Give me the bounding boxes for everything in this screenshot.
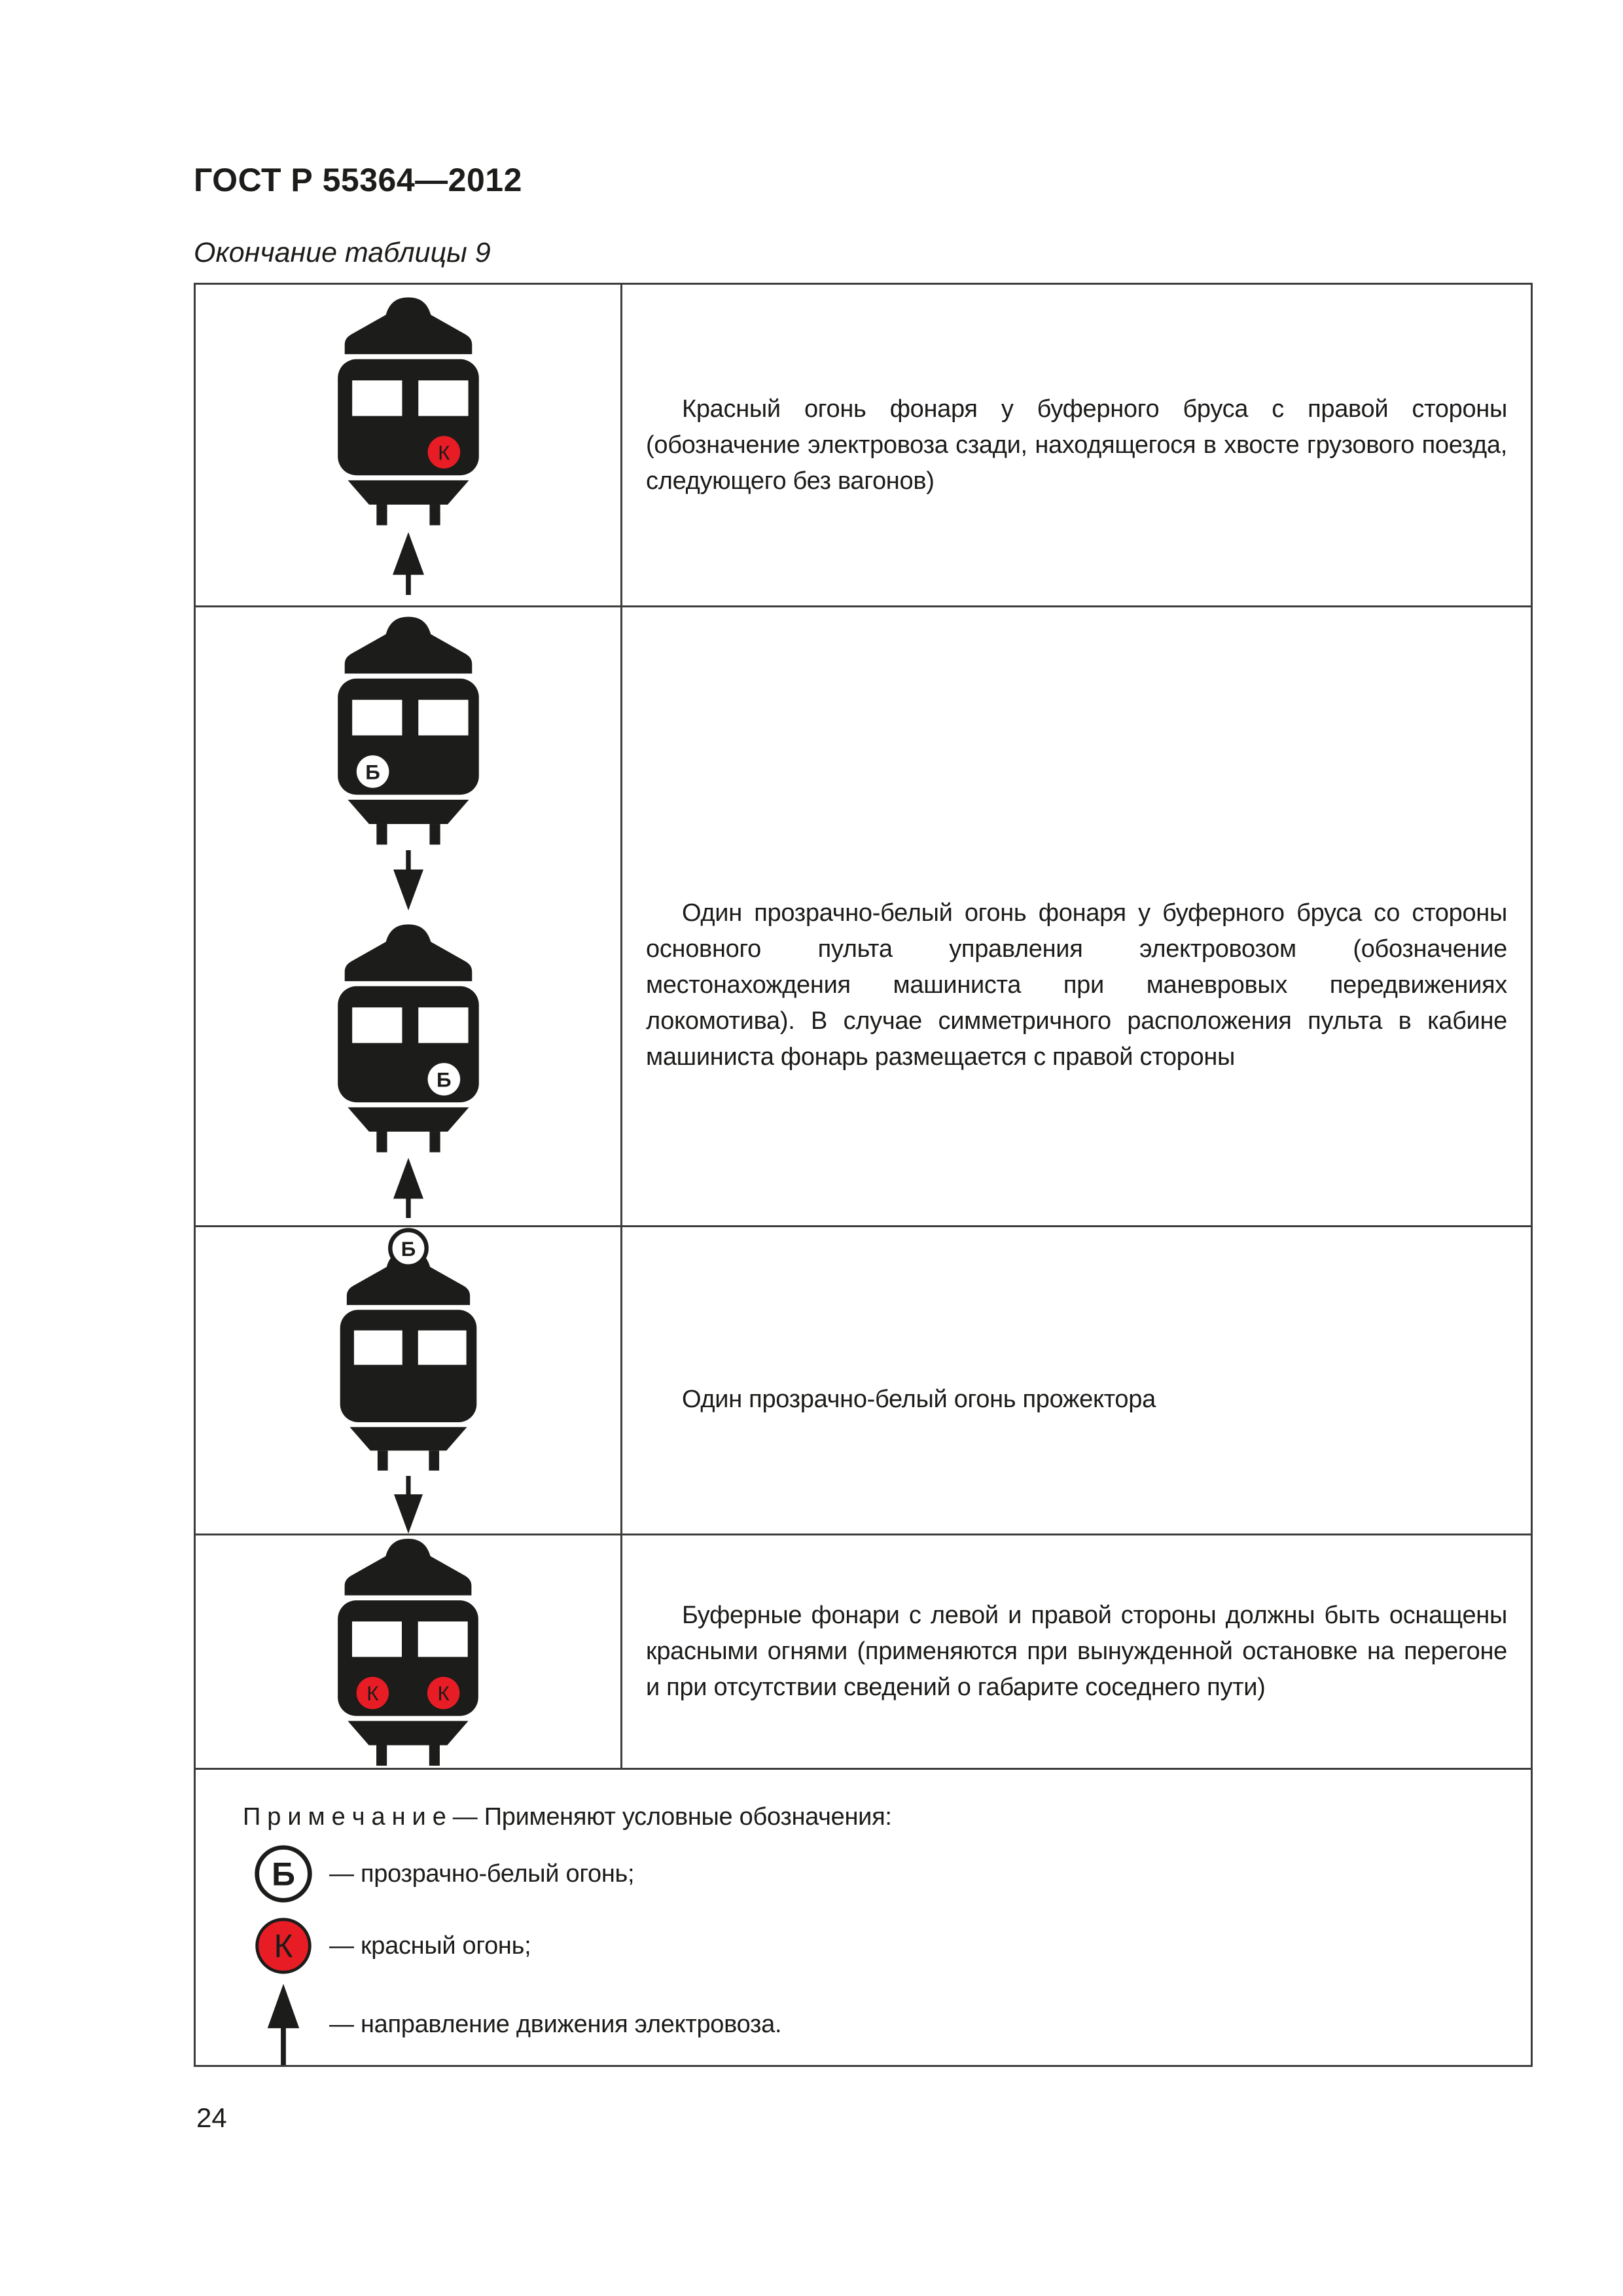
loco-leg-right [429, 1450, 439, 1470]
loco-window-left [352, 380, 402, 416]
table-caption: Окончание таблицы 9 [194, 237, 491, 268]
red-lamp-letter: К [437, 441, 450, 465]
loco-window-right [418, 1007, 468, 1043]
legend-item-red-lamp [243, 1914, 531, 1977]
loco-window-right [418, 1331, 466, 1365]
table-row [196, 1535, 1531, 1770]
legend-label: — красный огонь; [329, 1931, 531, 1960]
direction-arrow-legend-icon [252, 1984, 315, 2065]
row-description: Буферные фонари с левой и правой стороны должны быть оснащены красными огнями (применяются при вынужденной остановке на перегоне и при отсутствии сведений о габарите соседнего пути) [646, 1601, 1507, 1701]
legend-item-white-lamp [243, 1842, 634, 1905]
loco-undercarriage [348, 800, 469, 824]
red-lamp-legend-icon [252, 1914, 315, 1977]
white-lamp-letter: Б [272, 1856, 295, 1893]
diagram-cell [196, 1535, 622, 1768]
red-lamp-letter: К [366, 1682, 379, 1706]
direction-arrow-up [388, 532, 429, 595]
loco-leg-left [376, 1746, 387, 1766]
row-description: Один прозрачно-белый огонь фонаря у буферного бруса со стороны основного пульта управления электровозом (обозначение местонахождения машиниста при маневровых передвижениях локомотива). В случае симметричного расположения пульта в кабине машиниста фонарь размещается с правой стороны [646, 899, 1507, 1071]
table-row [196, 607, 1531, 1227]
signal-table [194, 283, 1533, 2067]
row-description: Один прозрачно-белый огонь прожектора [682, 1386, 1156, 1414]
table-row [196, 285, 1531, 607]
diagram-cell [196, 1227, 622, 1534]
loco-leg-left [376, 1132, 387, 1152]
locomotive-icon-white-lamp-top [330, 1238, 487, 1471]
diagram-cell [196, 285, 622, 605]
loco-window-right [418, 1622, 468, 1657]
legend-label: — прозрачно-белый огонь; [329, 1859, 635, 1888]
loco-leg-right [429, 824, 440, 844]
white-lamp-letter: Б [365, 761, 380, 784]
white-lamp-letter: Б [436, 1068, 452, 1092]
loco-leg-right [429, 1132, 440, 1152]
direction-arrow-up [388, 1158, 429, 1218]
red-lamp-letter: К [274, 1928, 293, 1965]
white-lamp-legend-icon [252, 1842, 315, 1905]
loco-window-left [352, 1622, 402, 1657]
loco-window-right [418, 700, 468, 735]
note-content [196, 1770, 1531, 2065]
loco-leg-left [376, 505, 387, 525]
loco-undercarriage [348, 1107, 469, 1132]
direction-arrow-down [388, 850, 429, 910]
loco-window-left [352, 1007, 402, 1043]
locomotive-icon-white-lamp-right [327, 922, 490, 1153]
loco-window-left [352, 700, 402, 735]
loco-leg-right [429, 505, 440, 525]
red-lamp-letter: К [437, 1682, 450, 1706]
diagram-cell [196, 607, 622, 1225]
loco-leg-right [429, 1746, 440, 1766]
description-cell [622, 1535, 1531, 1768]
white-lamp-letter: Б [401, 1238, 416, 1261]
loco-leg-left [377, 1450, 387, 1470]
loco-undercarriage [348, 1721, 468, 1746]
locomotive-icon-red-lamps-both [327, 1537, 489, 1766]
loco-window-right [418, 380, 468, 416]
page-number: 24 [196, 2102, 227, 2133]
loco-roof [345, 1539, 472, 1596]
loco-roof [344, 298, 472, 355]
doc-number: ГОСТ Р 55364—2012 [194, 162, 522, 198]
row-description: Красный огонь фонаря у буферного бруса с правой стороны (обозначение электровоза сзади, находящегося в хвосте грузового поезда, следующего без вагонов) [646, 395, 1507, 495]
loco-roof [344, 925, 472, 982]
description-cell [622, 285, 1531, 605]
description-cell [622, 1227, 1531, 1534]
loco-roof [344, 617, 472, 674]
direction-arrow-down [389, 1476, 428, 1534]
loco-body [340, 1310, 476, 1422]
loco-leg-left [376, 824, 387, 844]
table-row [196, 1227, 1531, 1535]
locomotive-icon-white-lamp-left [327, 615, 490, 845]
legend-item-direction-arrow [243, 1984, 781, 2065]
note-row [196, 1770, 1531, 2065]
legend-label: — направление движения электровоза. [329, 2010, 782, 2038]
note-intro: П р и м е ч а н и е — Применяют условные обозначения: [243, 1803, 892, 1831]
loco-undercarriage [349, 1427, 467, 1450]
loco-window-left [353, 1331, 402, 1365]
description-cell [622, 607, 1531, 1225]
locomotive-icon-red-lamp-right [327, 295, 490, 526]
loco-undercarriage [348, 480, 469, 505]
